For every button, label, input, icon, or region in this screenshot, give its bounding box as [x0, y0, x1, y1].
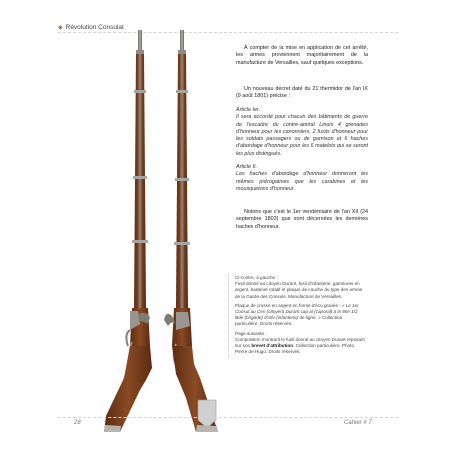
caption-1-label: Ci-contre, à gauche : [235, 275, 278, 280]
body-paragraph-2: Un nouveau décret daté du 21 thermidor de l'an IX (9 août 1801) précise : [236, 86, 368, 100]
caption-2-pre: Plaque de crosse en argent en forme d'écu gravée : [235, 302, 341, 308]
caption-1 [235, 275, 367, 300]
left-musket [104, 30, 152, 432]
publication-name: Cahier # 7 [344, 420, 372, 426]
caption-2 [235, 303, 367, 328]
article-1-text: Il sera accordé pour chacun des bâtiments de guerre de l'escadre du contre-amiral Linois 4 grenades d'honneur pour les canonniers, 2 fusils d'honneur pour les soldats passagers ou de garnison et 6 haches d'abordage d'honneur pour les 6 matelots qui se seront les plus distingués. [236, 114, 368, 157]
diamond-icon: ◆ [58, 25, 63, 31]
article-1-title: Article Ier. [236, 107, 261, 113]
caption-2-post: Collection particulière. Droits réservés. [235, 315, 343, 327]
caption-1-text: Fusil donné au citoyen Durant, fusil d'infanterie, garnitures en argent, bassinet rotatif et plaque de couche du type des armes de la Garde des Consuls. Manufacture de Versailles. [235, 281, 363, 299]
caption-3-post: . Collection particulière. Photo Pierre de Hugo. Droits réservés. [235, 343, 355, 355]
caption-3-label: Page suivante : [235, 330, 267, 336]
body-paragraph-1: À compter de la mise en application de cet arrêté, les armes proviennent majoritairement de la manufacture de Versailles, sauf quelques exceptions. [236, 45, 368, 66]
right-musket [164, 30, 218, 432]
article-2-title: Article II. [236, 164, 257, 171]
caption-3-bold: brevet d'attribution [251, 343, 294, 349]
page-number: 28 [74, 420, 81, 426]
body-paragraph-3: Notons que c'est le 1er vendémiaire de l'an XII (24 septembre 1803) que sont décernées les dernières haches d'honneur. [236, 209, 368, 230]
caption-3 [235, 331, 367, 356]
article-2-text: Les haches d'abordage d'honneur donneront les mêmes prérogatives que les carabines et les mousquetons d'honneur. [236, 171, 368, 192]
bottom-rule [58, 417, 398, 418]
caption-3-pre: Composition montrant le fusil donné au citoyen Durant reposant sur son [235, 336, 365, 349]
photo-captions [228, 275, 367, 358]
muskets-illustration [90, 28, 230, 434]
section-title: Révolution Consulat [65, 24, 124, 31]
decree-quote [236, 107, 368, 193]
caption-2-inscription: « Le 1er Consul au Cen (citoyen) Durant cap al (caporal) à la 85e 1/2 Bde (brigade) d'infe (infanterie) de ligne. » [235, 302, 359, 321]
